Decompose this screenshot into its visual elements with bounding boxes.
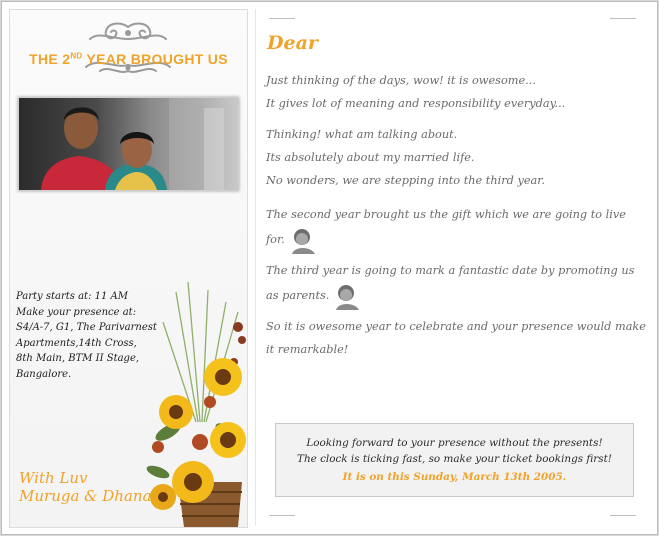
signature-line: With Luv (19, 469, 88, 487)
text-line: Just thinking of the days, wow! it is owesome... (266, 74, 536, 87)
paragraph (266, 259, 642, 310)
party-line: Party starts at: 11 AM (16, 291, 128, 302)
text-line: So it is owesome year to celebrate and your presence would make (266, 320, 646, 333)
party-line: Make your presence at: (16, 306, 137, 318)
paragraph (266, 203, 642, 254)
note-line: The clock is ticking fast, so make your ticket bookings first! (297, 453, 612, 465)
party-line: S4/A-7, G1, The Parivarnest (16, 322, 157, 333)
text-line: It gives lot of meaning and responsibility everyday... (266, 97, 566, 110)
greeting: Dear (267, 32, 318, 54)
paragraph (266, 315, 646, 361)
text-line: it remarkable! (266, 343, 349, 356)
couple-photo (18, 97, 239, 191)
left-panel (9, 9, 248, 528)
party-line: Bangalore. (16, 368, 72, 380)
text-line: Its absolutely about my married life. (266, 151, 475, 164)
corner-rule (269, 515, 295, 516)
sunflower-bouquet-image (138, 282, 247, 527)
signature (19, 469, 152, 505)
text-line: The third year is going to mark a fantastic date by promoting us (266, 264, 635, 277)
corner-rule (610, 18, 636, 19)
text-line: The second year brought us the gift which we are going to live (266, 208, 626, 221)
note-line: Looking forward to your presence without the presents! (306, 437, 603, 449)
corner-rule (269, 18, 295, 19)
note-box (275, 423, 634, 497)
party-line: 8th Main, BTM II Stage, (16, 353, 140, 364)
signature-names: Muruga & Dhana (19, 487, 152, 505)
party-line: Apartments,14th Cross, (16, 337, 137, 349)
text-line: Thinking! what am talking about. (266, 128, 458, 141)
baby-photo-icon (289, 226, 319, 254)
corner-rule (610, 515, 636, 516)
page-title: THE 2ND YEAR BROUGHT US (29, 51, 228, 67)
text-line: for. (266, 233, 285, 246)
baby-photo-icon (333, 282, 363, 310)
paragraph (266, 123, 642, 192)
text-line: as parents. (266, 289, 330, 302)
right-panel (255, 9, 648, 526)
paragraph (266, 69, 642, 115)
event-date: It is on this Sunday, March 13th 2005. (342, 471, 567, 483)
text-line: No wonders, we are stepping into the third year. (266, 174, 545, 187)
